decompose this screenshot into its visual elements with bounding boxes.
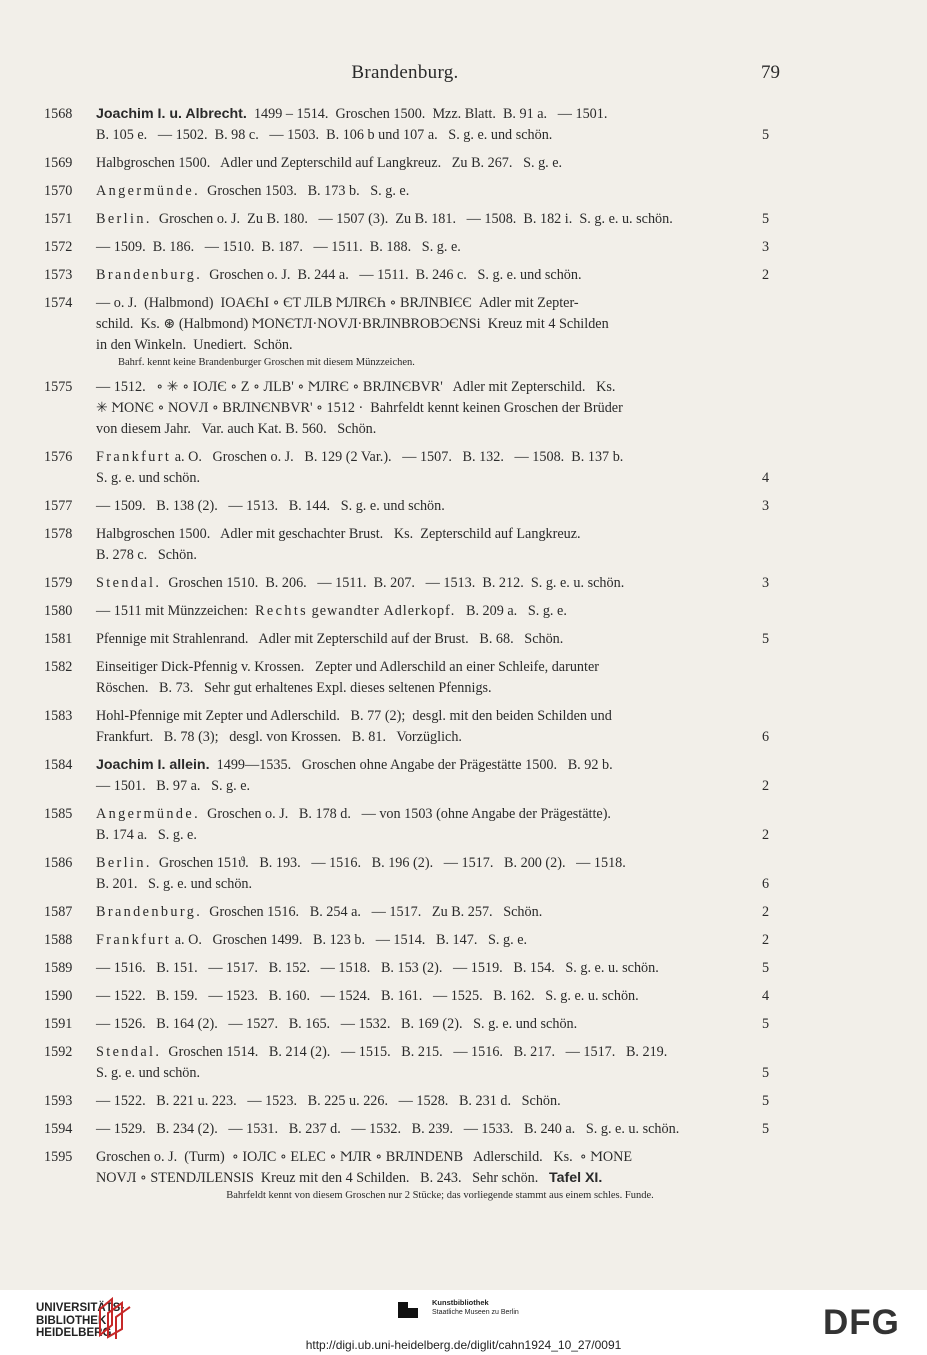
lot-number: 1584 bbox=[44, 757, 73, 773]
entry-line: — 1522. B. 221 u. 223. — 1523. B. 225 u. 226. — 1528. B. 231 d. Schön. 5 bbox=[96, 1093, 770, 1109]
entry-body bbox=[96, 573, 784, 594]
catalogue-entry bbox=[44, 601, 784, 622]
entry-line bbox=[96, 1168, 784, 1189]
kb-subtitle: Staatliche Museen zu Berlin bbox=[432, 1309, 519, 1316]
entry-line bbox=[96, 853, 784, 874]
entry-text: — 1516. B. 151. — 1517. B. 152. — 1518. B. 153 (2). — 1519. B. 154. S. g. e. u. schön. bbox=[96, 960, 659, 976]
lot-number: 1581 bbox=[44, 631, 73, 647]
catalogue-entry bbox=[44, 153, 784, 174]
entry-text: 1499—1535. Groschen ohne Angabe der Prägestätte 1500. B. 92 b. bbox=[209, 757, 613, 773]
entry-line bbox=[96, 545, 784, 566]
entry-line: Frankfurt. B. 78 (3); desgl. von Krossen. B. 81. Vorzüglich. 6 bbox=[96, 729, 770, 745]
entry-body bbox=[96, 524, 784, 566]
catalogue-entries bbox=[44, 104, 784, 1210]
entry-text: Stendal. bbox=[96, 1044, 162, 1060]
entry-line bbox=[96, 657, 784, 678]
kunstbibliothek-logo-icon bbox=[396, 1298, 424, 1322]
entry-line bbox=[96, 1147, 784, 1168]
entry-body bbox=[96, 958, 784, 979]
entry-text: — 1522. B. 159. — 1523. B. 160. — 1524. B. 161. — 1525. B. 162. S. g. e. u. schön. bbox=[96, 988, 639, 1004]
entry-text: ✳ ϺONЄ ∘ NOVЛ ∘ BRЛNЄNBVR' ∘ 1512 · Bahrfeldt kennt keinen Groschen der Brüder bbox=[96, 400, 623, 416]
lot-number: 1576 bbox=[44, 449, 73, 465]
ub-line: HEIDELBERG bbox=[36, 1327, 112, 1339]
entry-text: schild. Ks. ⊛ (Halbmond) ϺONЄTЛ·NOVЛ·BRЛNBROBƆЄNSi Kreuz mit 4 Schilden bbox=[96, 316, 609, 332]
entry-text: Rechts bbox=[255, 603, 309, 619]
entry-line bbox=[96, 755, 784, 776]
catalogue-entry bbox=[44, 986, 784, 1007]
entry-text: Halbgroschen 1500. Adler mit geschachter Brust. Ks. Zepterschild auf Langkreuz. bbox=[96, 526, 581, 542]
lot-number: 1573 bbox=[44, 267, 73, 283]
catalogue-entry bbox=[44, 629, 784, 650]
catalogue-entry bbox=[44, 1042, 784, 1084]
entry-body bbox=[96, 804, 784, 846]
entry-body bbox=[96, 930, 784, 951]
entry-body bbox=[96, 496, 784, 517]
entry-text: 1499 – 1514. Groschen 1500. Mzz. Blatt. B. 91 a. — 1501. bbox=[246, 106, 608, 122]
entry-line: Brandenburg. Groschen o. J. B. 244 a. — 1511. B. 246 c. S. g. e. und schön. 2 bbox=[96, 267, 770, 283]
entry-text: — 1529. B. 234 (2). — 1531. B. 237 d. — 1532. B. 239. — 1533. B. 240 a. S. g. e. u. schön. bbox=[96, 1121, 680, 1137]
entry-line: S. g. e. und schön. 4 bbox=[96, 470, 770, 486]
entry-footnote: Bahrfeldt kennt von diesem Groschen nur 2 Stücke; das vorliegende stammt aus einem schles. Funde. bbox=[226, 1190, 654, 1201]
lot-number: 1579 bbox=[44, 575, 73, 591]
entry-body bbox=[96, 265, 784, 286]
entry-line: B. 105 e. — 1502. B. 98 c. — 1503. B. 106 b und 107 a. S. g. e. und schön. 5 bbox=[96, 127, 770, 143]
entry-body bbox=[96, 706, 784, 748]
entry-text: Groschen 1510. B. 206. — 1511. B. 207. — 1513. B. 212. S. g. e. u. schön. bbox=[161, 575, 625, 591]
entry-text: a. O. Groschen 1499. B. 123 b. — 1514. B. 147. S. g. e. bbox=[171, 932, 528, 948]
entry-body bbox=[96, 986, 784, 1007]
entry-line: B. 174 a. S. g. e. 2 bbox=[96, 827, 770, 843]
entry-text: B. 174 a. S. g. e. bbox=[96, 827, 197, 843]
entry-text: Pfennige mit Strahlenrand. Adler mit Zepterschild auf der Brust. B. 68. Schön. bbox=[96, 631, 564, 647]
entry-line: — 1516. B. 151. — 1517. B. 152. — 1518. B. 153 (2). — 1519. B. 154. S. g. e. u. schön. 5 bbox=[96, 960, 770, 976]
entry-line bbox=[96, 377, 784, 398]
entry-line: — 1529. B. 234 (2). — 1531. B. 237 d. — 1532. B. 239. — 1533. B. 240 a. S. g. e. u. schön. 5 bbox=[96, 1121, 770, 1137]
entry-line bbox=[96, 678, 784, 699]
entry-text: Groschen 1516. B. 254 a. — 1517. Zu B. 257. Schön. bbox=[202, 904, 543, 920]
entry-line: Berlin. Groschen o. J. Zu B. 180. — 1507 (3). Zu B. 181. — 1508. B. 182 i. S. g. e. u. schön. 5 bbox=[96, 211, 770, 227]
entry-line bbox=[96, 293, 784, 314]
entry-line bbox=[96, 314, 784, 335]
lot-number: 1569 bbox=[44, 155, 73, 171]
entry-text: Angermünde. bbox=[96, 806, 201, 822]
entry-text: Frankfurt bbox=[96, 449, 172, 465]
catalogue-entry bbox=[44, 265, 784, 286]
entry-body bbox=[96, 1042, 784, 1084]
entry-body bbox=[96, 601, 784, 622]
lot-number: 1577 bbox=[44, 498, 73, 514]
lot-number: 1568 bbox=[44, 106, 73, 122]
entry-body bbox=[96, 629, 784, 650]
entry-text: Groschen 1503. B. 173 b. S. g. e. bbox=[200, 183, 410, 199]
entry-text: Joachim I. u. Albrecht. bbox=[96, 106, 247, 122]
entry-text: Röschen. B. 73. Sehr gut erhaltenes Expl. dieses seltenen Pfennigs. bbox=[96, 680, 492, 696]
catalogue-entry bbox=[44, 1147, 784, 1203]
entry-body bbox=[96, 153, 784, 174]
catalogue-entry bbox=[44, 447, 784, 489]
lot-number: 1585 bbox=[44, 806, 73, 822]
entry-line bbox=[96, 419, 784, 440]
entry-text: Einseitiger Dick-Pfennig v. Krossen. Zepter und Adlerschild an einer Schleife, darunter bbox=[96, 659, 599, 675]
entry-text: Berlin. bbox=[96, 211, 152, 227]
entry-text: — 1511 mit Münzzeichen: bbox=[96, 603, 256, 619]
catalogue-entry bbox=[44, 853, 784, 895]
catalogue-entry bbox=[44, 181, 784, 202]
lot-number: 1583 bbox=[44, 708, 73, 724]
entry-line: B. 201. S. g. e. und schön. 6 bbox=[96, 876, 770, 892]
entry-body bbox=[96, 1119, 784, 1140]
catalogue-entry bbox=[44, 209, 784, 230]
entry-text: NOVЛ ∘ STENDЛLENSIS Kreuz mit den 4 Schilden. B. 243. Sehr schön. bbox=[96, 1170, 549, 1186]
page-title: Brandenburg. bbox=[351, 62, 459, 83]
catalogue-entry bbox=[44, 1119, 784, 1140]
ub-logo-icon bbox=[96, 1295, 132, 1339]
catalogue-entry bbox=[44, 237, 784, 258]
entry-body bbox=[96, 209, 784, 230]
entry-body bbox=[96, 1014, 784, 1035]
entry-text: Groschen 151ϑ. B. 193. — 1516. B. 196 (2). — 1517. B. 200 (2). — 1518. bbox=[151, 855, 626, 871]
entry-line bbox=[96, 447, 784, 468]
entry-text: B. 105 e. — 1502. B. 98 c. — 1503. B. 106 b und 107 a. S. g. e. und schön. bbox=[96, 127, 553, 143]
catalogue-entry bbox=[44, 1091, 784, 1112]
entry-text: — 1512. ∘ ✳ ∘ IOЛЄ ∘ Z ∘ ЛLB' ∘ ϺЛRЄ ∘ BRЛNЄBVR' Adler mit Zepterschild. Ks. bbox=[96, 379, 616, 395]
entry-body bbox=[96, 755, 784, 797]
entry-body bbox=[96, 104, 784, 146]
entry-line: — 1509. B. 138 (2). — 1513. B. 144. S. g. e. und schön. 3 bbox=[96, 498, 770, 514]
lot-number: 1578 bbox=[44, 526, 73, 542]
entry-line: — 1526. B. 164 (2). — 1527. B. 165. — 1532. B. 169 (2). S. g. e. und schön. 5 bbox=[96, 1016, 770, 1032]
entry-text: — o. J. (Halbmond) IOAЄҺI ∘ ЄT ЛLB ϺЛRЄҺ ∘ BRЛNBIЄЄ Adler mit Zepter- bbox=[96, 295, 579, 311]
entry-text: Berlin. bbox=[96, 855, 152, 871]
entry-text: Joachim I. allein. bbox=[96, 757, 210, 773]
catalogue-entry bbox=[44, 104, 784, 146]
entry-body bbox=[96, 1147, 784, 1203]
lot-number: 1593 bbox=[44, 1093, 73, 1109]
kb-title: Kunstbibliothek bbox=[432, 1298, 489, 1307]
entry-text: — 1509. B. 186. — 1510. B. 187. — 1511. B. 188. S. g. e. bbox=[96, 239, 461, 255]
catalogue-entry bbox=[44, 573, 784, 594]
page-number: 79 bbox=[761, 62, 780, 83]
entry-body bbox=[96, 293, 784, 370]
entry-text: Tafel XI. bbox=[548, 1170, 603, 1186]
entry-text: Groschen o. J. B. 178 d. — von 1503 (ohne Angabe der Prägestätte). bbox=[200, 806, 611, 822]
catalogue-entry bbox=[44, 930, 784, 951]
entry-text: Groschen 1514. B. 214 (2). — 1515. B. 215. — 1516. B. 217. — 1517. B. 219. bbox=[161, 1044, 668, 1060]
entry-line bbox=[96, 398, 784, 419]
lot-number: 1572 bbox=[44, 239, 73, 255]
entry-line bbox=[96, 335, 784, 356]
dfg-logo: DFG bbox=[823, 1303, 900, 1342]
entry-line: Brandenburg. Groschen 1516. B. 254 a. — 1517. Zu B. 257. Schön. 2 bbox=[96, 904, 770, 920]
lot-number: 1582 bbox=[44, 659, 73, 675]
entry-text: Groschen o. J. B. 244 a. — 1511. B. 246 c. S. g. e. und schön. bbox=[202, 267, 582, 283]
ub-line: BIBLIOTHEK bbox=[36, 1314, 107, 1327]
entry-text: in den Winkeln. Unediert. Schön. bbox=[96, 337, 293, 353]
entry-line: — 1509. B. 186. — 1510. B. 187. — 1511. B. 188. S. g. e. 3 bbox=[96, 239, 770, 255]
entry-line: — 1522. B. 159. — 1523. B. 160. — 1524. B. 161. — 1525. B. 162. S. g. e. u. schön. 4 bbox=[96, 988, 770, 1004]
entry-text: Halbgroschen 1500. Adler und Zepterschild auf Langkreuz. Zu B. 267. S. g. e. bbox=[96, 155, 563, 171]
lot-number: 1571 bbox=[44, 211, 73, 227]
entry-body bbox=[96, 1091, 784, 1112]
entry-text: B. 209 a. S. g. e. bbox=[455, 603, 567, 619]
lot-number: 1591 bbox=[44, 1016, 73, 1032]
entry-text: B. 278 c. Schön. bbox=[96, 547, 197, 563]
entry-text: Hohl-Pfennige mit Zepter und Adlerschild. B. 77 (2); desgl. mit den beiden Schilden und bbox=[96, 708, 612, 724]
catalogue-entry bbox=[44, 804, 784, 846]
lot-number: 1590 bbox=[44, 988, 73, 1004]
entry-text: Groschen o. J. Zu B. 180. — 1507 (3). Zu B. 181. — 1508. B. 182 i. S. g. e. u. schön. bbox=[151, 211, 673, 227]
entry-body bbox=[96, 853, 784, 895]
entry-line: — 1501. B. 97 a. S. g. e. 2 bbox=[96, 778, 770, 794]
entry-line bbox=[96, 153, 784, 174]
entry-line bbox=[96, 181, 784, 202]
catalogue-entry bbox=[44, 377, 784, 440]
catalogue-entry bbox=[44, 755, 784, 797]
lot-number: 1589 bbox=[44, 960, 73, 976]
lot-number: 1574 bbox=[44, 295, 73, 311]
lot-number: 1575 bbox=[44, 379, 73, 395]
catalogue-entry bbox=[44, 1014, 784, 1035]
catalogue-entry bbox=[44, 524, 784, 566]
entry-line bbox=[96, 601, 784, 622]
entry-text: — 1522. B. 221 u. 223. — 1523. B. 225 u. 226. — 1528. B. 231 d. Schön. bbox=[96, 1093, 561, 1109]
entry-text: von diesem Jahr. Var. auch Kat. B. 560. Schön. bbox=[96, 421, 377, 437]
page-header bbox=[30, 62, 780, 86]
entry-body bbox=[96, 657, 784, 699]
entry-line bbox=[96, 706, 784, 727]
entry-text: Brandenburg. bbox=[96, 904, 203, 920]
entry-text: Groschen o. J. (Turm) ∘ IOЛC ∘ ELEC ∘ ϺЛR ∘ BRЛNDENB Adlerschild. Ks. ∘ ϺONE bbox=[96, 1149, 633, 1165]
lot-number: 1570 bbox=[44, 183, 73, 199]
catalogue-entry bbox=[44, 958, 784, 979]
entry-line bbox=[96, 804, 784, 825]
lot-number: 1595 bbox=[44, 1149, 73, 1165]
entry-text: S. g. e. und schön. bbox=[96, 470, 201, 486]
entry-text: Angermünde. bbox=[96, 183, 201, 199]
entry-body bbox=[96, 181, 784, 202]
lot-number: 1580 bbox=[44, 603, 73, 619]
entry-text: Frankfurt. B. 78 (3); desgl. von Krossen. B. 81. Vorzüglich. bbox=[96, 729, 462, 745]
entry-line bbox=[96, 1042, 784, 1063]
entry-body bbox=[96, 377, 784, 440]
entry-body bbox=[96, 902, 784, 923]
permalink-url[interactable]: http://digi.ub.uni-heidelberg.de/diglit/cahn1924_10_27/0091 bbox=[305, 1338, 622, 1352]
entry-text: — 1509. B. 138 (2). — 1513. B. 144. S. g. e. und schön. bbox=[96, 498, 445, 514]
entry-body bbox=[96, 447, 784, 489]
entry-body bbox=[96, 237, 784, 258]
lot-number: 1586 bbox=[44, 855, 73, 871]
catalogue-entry bbox=[44, 706, 784, 748]
catalogue-entry bbox=[44, 293, 784, 370]
entry-line: S. g. e. und schön. 5 bbox=[96, 1065, 770, 1081]
entry-text: a. O. Groschen o. J. B. 129 (2 Var.). — 1507. B. 132. — 1508. B. 137 b. bbox=[171, 449, 624, 465]
ub-line: UNIVERSITÄTS- bbox=[36, 1302, 125, 1314]
entry-text: B. 201. S. g. e. und schön. bbox=[96, 876, 253, 892]
catalogue-entry bbox=[44, 657, 784, 699]
entry-text: gewandter Adlerkopf. bbox=[311, 603, 456, 619]
lot-number: 1588 bbox=[44, 932, 73, 948]
entry-text: Frankfurt bbox=[96, 932, 172, 948]
entry-line: Pfennige mit Strahlenrand. Adler mit Zepterschild auf der Brust. B. 68. Schön. 5 bbox=[96, 631, 770, 647]
entry-line bbox=[96, 524, 784, 545]
entry-footnote: Bahrf. kennt keine Brandenburger Groschen mit diesem Münzzeichen. bbox=[118, 357, 415, 368]
lot-number: 1592 bbox=[44, 1044, 73, 1060]
entry-line: Stendal. Groschen 1510. B. 206. — 1511. B. 207. — 1513. B. 212. S. g. e. u. schön. 3 bbox=[96, 575, 770, 591]
entry-text: — 1501. B. 97 a. S. g. e. bbox=[96, 778, 251, 794]
entry-line: Frankfurt a. O. Groschen 1499. B. 123 b. — 1514. B. 147. S. g. e. 2 bbox=[96, 932, 770, 948]
catalogue-entry bbox=[44, 902, 784, 923]
entry-text: Stendal. bbox=[96, 575, 162, 591]
catalogue-entry bbox=[44, 496, 784, 517]
entry-line bbox=[96, 104, 784, 125]
lot-number: 1594 bbox=[44, 1121, 73, 1137]
kunstbibliothek-label bbox=[432, 1298, 519, 1317]
entry-text: S. g. e. und schön. bbox=[96, 1065, 201, 1081]
entry-text: — 1526. B. 164 (2). — 1527. B. 165. — 1532. B. 169 (2). S. g. e. und schön. bbox=[96, 1016, 578, 1032]
entry-text: Brandenburg. bbox=[96, 267, 203, 283]
lot-number: 1587 bbox=[44, 904, 73, 920]
